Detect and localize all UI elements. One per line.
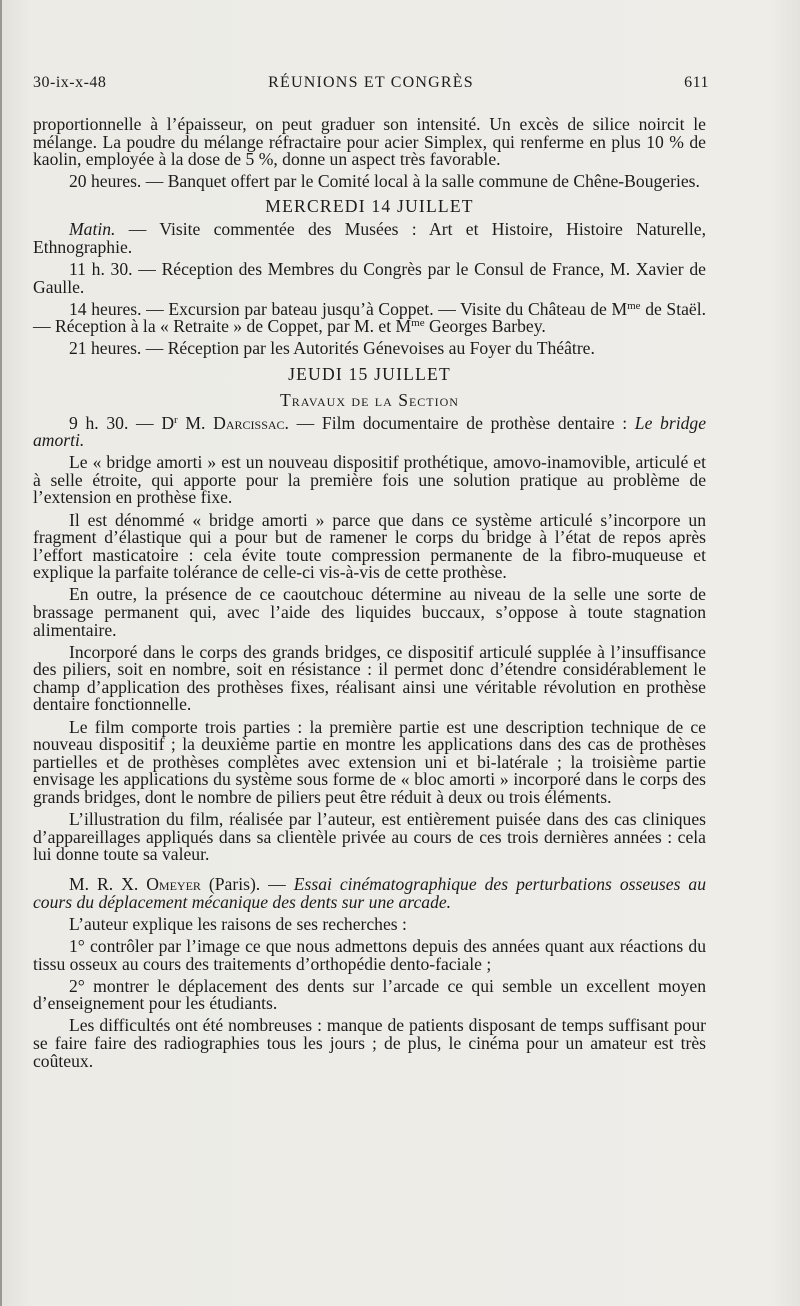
paragraph-difficulties: Les difficultés ont été nombreuses : manque de patients disposant de temps suffisant pour se faire faire des radiographies tous les jours ; de plus, le cinéma pour un amateur est très coûteux. — [33, 1015, 706, 1071]
omeyer-title: Essai cinématographique des perturbations osseuses au cours du déplacement mécanique des dents sur une arcade. — [33, 874, 706, 912]
paragraph-bridge-intro: Le « bridge amorti » est un nouveau dispositif prothétique, amovo-inamovible, articulé et à selle étroite, qui apporte pour la première fois une solution pratique au problème de l’extension en prothèse fixe. — [33, 452, 706, 508]
paragraph-reason-2: 2° montrer le déplacement des dents sur l’arcade ce qui semble un excellent moyen d’enseignement pour les étudiants. — [33, 975, 706, 1014]
paragraph-excursion — [33, 298, 706, 337]
paragraph-bridge-incorporated: Incorporé dans le corps des grands bridges, ce dispositif articulé supplée à l’insuffisance des piliers, soit en nombre, soit en résistance : il permet donc d’étendre considérablement le champ d’application des prothèses fixes, réalisant ainsi une véritable révolution en prothèse dentaire fonctionnelle. — [33, 641, 706, 715]
film-time: 9 h. 30. — D — [69, 412, 175, 433]
superscript: r — [174, 413, 178, 426]
superscript: me — [627, 299, 641, 312]
heading-section-work: Travaux de la Section — [280, 389, 459, 410]
author-name: Omeyer — [146, 874, 201, 895]
morning-text: — Visite commentée des Musées : Art et Histoire, Histoire Naturelle, Ethnographie. — [33, 219, 706, 257]
paragraph-continued: proportionnelle à l’épaisseur, on peut graduer son intensité. Un excès de silice noircit le mélange. La poudre du mélange réfractaire pour acier Simplex, qui renferme en plus 10 % de kaolin, employée à la dose de 5 %, donne un aspect très favorable. — [33, 114, 706, 170]
omeyer-city: (Paris). — — [200, 874, 294, 895]
film-title: Le bridge amorti. — [33, 412, 706, 451]
author-name: Darcissac — [213, 412, 285, 433]
paragraph-film-parts: Le film comporte trois parties : la première partie est une description technique de ce nouveau dispositif ; la deuxième partie en montre les applications dans des cas de prothèses partielles et de prothèses complètes avec extension uni et bi-latérale ; la troisième partie envisage les applications du système sous forme de « bloc amorti » incorporé dans le corps des grands bridges, dont le nombre de piliers peut être réduit à deux ou trois éléments. — [33, 716, 706, 807]
paragraph-evening-reception: 21 heures. — Réception par les Autorités Génevoises au Foyer du Théâtre. — [69, 338, 595, 359]
page-number: 611 — [684, 74, 709, 91]
paragraph-banquet: 20 heures. — Banquet offert par le Comité local à la salle commune de Chêne-Bougeries. — [69, 171, 700, 192]
heading-wednesday: MERCREDI 14 JUILLET — [265, 196, 474, 217]
superscript: me — [411, 317, 425, 330]
page-edge — [0, 0, 2, 1306]
running-header — [33, 74, 709, 98]
header-title: RÉUNIONS ET CONGRÈS — [268, 74, 474, 91]
paragraph-reasons: L’auteur explique les raisons de ses recherches : — [69, 913, 407, 934]
morning-label: Matin. — [69, 219, 116, 240]
paragraph-reception-consul: 11 h. 30. — Réception des Membres du Congrès par le Consul de France, M. Xavier de Gaulle. — [33, 259, 706, 297]
paragraph-omeyer — [33, 876, 706, 911]
header-date: 30-ix-x-48 — [33, 74, 107, 91]
paragraph-bridge-rubber: En outre, la présence de ce caoutchouc détermine au niveau de la selle une sorte de brassage permanent qui, avec l’aide des liquides buccaux, s’oppose à toute stagnation alimentaire. — [33, 584, 706, 640]
omeyer-prefix: M. R. X. — [69, 874, 147, 895]
paragraph-morning — [33, 221, 706, 256]
excursion-text-a: 14 heures. — Excursion par bateau jusqu’à Coppet. — Visite du Château de M — [69, 298, 628, 319]
film-description: . — Film documentaire de prothèse dentaire : — [284, 412, 635, 433]
excursion-text-c: Georges Barbey. — [424, 316, 546, 337]
paragraph-reason-1: 1° contrôler par l’image ce que nous admettons depuis des années quant aux réactions du tissu osseux au cours des traitements d’orthopédie dento-faciale ; — [33, 936, 706, 974]
paragraph-bridge-name: Il est dénommé « bridge amorti » parce que dans ce système articulé s’incorpore un fragment d’élastique qui a pour but de ramener le corps du bridge à l’état de repos après l’effort masticatoire : cela évite toute compression permanente de la fibro-muqueuse et explique la parfaite tolérance de celle-ci vis-à-vis de cette prothèse. — [33, 509, 706, 583]
paragraph-film-illustration: L’illustration du film, réalisée par l’auteur, est entièrement puisée dans des cas cliniques d’appareillages appliqués dans sa clientèle privée au cours de ces trois dernières années : cela lui donne toute sa valeur. — [33, 809, 706, 865]
heading-thursday: JEUDI 15 JUILLET — [288, 363, 451, 384]
paragraph-film-darcissac — [33, 412, 706, 451]
excursion-text-b: de Staël. — Réception à la « Retraite » de Coppet, par M. et M — [33, 298, 706, 337]
article-body — [33, 116, 706, 1075]
film-text: M. — [177, 412, 214, 433]
